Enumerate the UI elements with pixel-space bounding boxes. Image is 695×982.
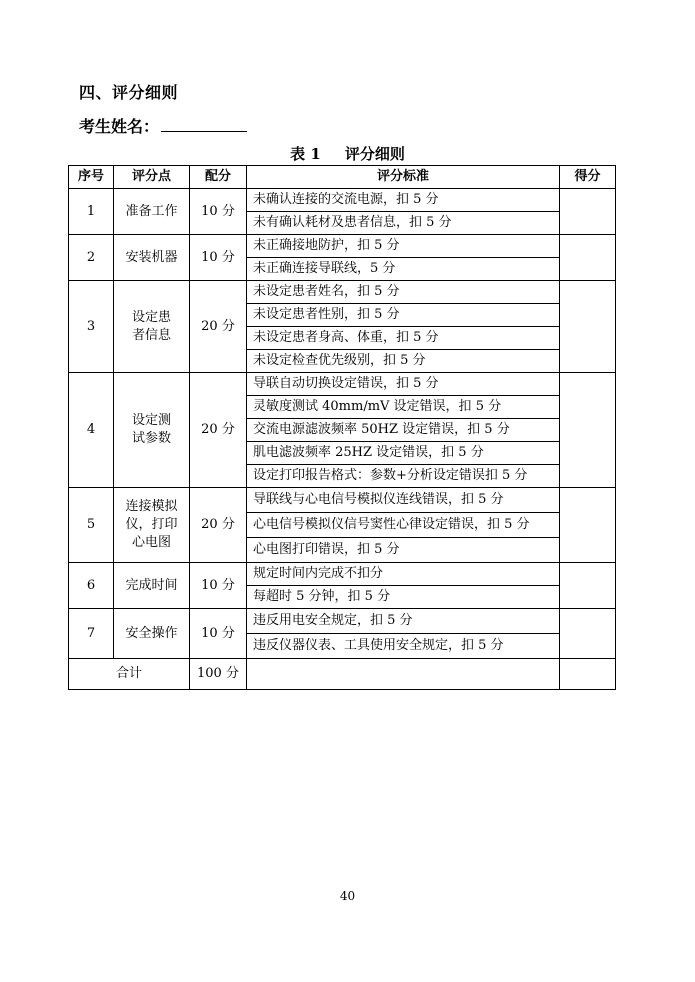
row-score: 10 分 bbox=[190, 189, 247, 235]
header-score: 配分 bbox=[190, 166, 247, 189]
criterion: 规定时间内完成不扣分 bbox=[247, 563, 560, 586]
candidate-name-blank bbox=[161, 117, 247, 132]
criterion: 未设定检查优先级别，扣 5 分 bbox=[247, 350, 560, 373]
header-point: 评分点 bbox=[114, 166, 190, 189]
row-no: 3 bbox=[69, 281, 114, 373]
total-criteria-cell bbox=[247, 659, 560, 690]
row-score: 20 分 bbox=[190, 281, 247, 373]
criterion: 违反用电安全规定，扣 5 分 bbox=[247, 609, 560, 634]
row-point: 设定患者信息 bbox=[114, 281, 190, 373]
score-cell[interactable] bbox=[560, 189, 616, 235]
criterion: 未正确连接导联线，5 分 bbox=[247, 258, 560, 281]
total-label: 合计 bbox=[69, 659, 190, 690]
score-cell[interactable] bbox=[560, 281, 616, 373]
row-score: 10 分 bbox=[190, 609, 247, 659]
criterion: 未设定患者姓名，扣 5 分 bbox=[247, 281, 560, 304]
row-no: 6 bbox=[69, 563, 114, 609]
row-score: 10 分 bbox=[190, 235, 247, 281]
criterion: 心电信号模拟仪信号窦性心律设定错误，扣 5 分 bbox=[247, 513, 560, 538]
row-no: 1 bbox=[69, 189, 114, 235]
table-caption bbox=[0, 143, 695, 164]
table-row bbox=[69, 488, 616, 513]
score-cell[interactable] bbox=[560, 563, 616, 609]
row-no: 7 bbox=[69, 609, 114, 659]
criterion: 未有确认耗材及患者信息，扣 5 分 bbox=[247, 212, 560, 235]
candidate-name-line bbox=[79, 114, 247, 137]
criterion: 心电图打印错误，扣 5 分 bbox=[247, 538, 560, 563]
table-row bbox=[69, 563, 616, 586]
header-got: 得分 bbox=[560, 166, 616, 189]
row-no: 4 bbox=[69, 373, 114, 488]
total-score: 100 分 bbox=[190, 659, 247, 690]
criterion: 肌电滤波频率 25HZ 设定错误，扣 5 分 bbox=[247, 442, 560, 465]
row-no: 5 bbox=[69, 488, 114, 563]
row-point: 安装机器 bbox=[114, 235, 190, 281]
criterion: 灵敏度测试 40mm/mV 设定错误，扣 5 分 bbox=[247, 396, 560, 419]
table-row bbox=[69, 235, 616, 258]
header-criteria: 评分标准 bbox=[247, 166, 560, 189]
row-point: 准备工作 bbox=[114, 189, 190, 235]
score-cell[interactable] bbox=[560, 609, 616, 659]
total-row bbox=[69, 659, 616, 690]
row-point: 安全操作 bbox=[114, 609, 190, 659]
table-caption-title: 评分细则 bbox=[344, 145, 405, 163]
score-cell[interactable] bbox=[560, 235, 616, 281]
criterion: 未设定患者性别，扣 5 分 bbox=[247, 304, 560, 327]
score-cell[interactable] bbox=[560, 488, 616, 563]
table-row bbox=[69, 373, 616, 396]
criterion: 交流电源滤波频率 50HZ 设定错误，扣 5 分 bbox=[247, 419, 560, 442]
table-row bbox=[69, 281, 616, 304]
row-point: 完成时间 bbox=[114, 563, 190, 609]
total-got-cell[interactable] bbox=[560, 659, 616, 690]
page-number: 40 bbox=[339, 889, 356, 903]
criterion: 导联自动切换设定错误，扣 5 分 bbox=[247, 373, 560, 396]
criterion: 违反仪器仪表、工具使用安全规定，扣 5 分 bbox=[247, 634, 560, 659]
row-point: 连接模拟仪，打印心电图 bbox=[114, 488, 190, 563]
criterion: 未确认连接的交流电源，扣 5 分 bbox=[247, 189, 560, 212]
criterion: 未设定患者身高、体重，扣 5 分 bbox=[247, 327, 560, 350]
score-cell[interactable] bbox=[560, 373, 616, 488]
row-score: 20 分 bbox=[190, 488, 247, 563]
criterion: 设定打印报告格式：参数+分析设定错误扣 5 分 bbox=[247, 465, 560, 488]
row-no: 2 bbox=[69, 235, 114, 281]
candidate-name-label: 考生姓名： bbox=[79, 117, 160, 136]
table-caption-prefix: 表 1 bbox=[290, 145, 321, 163]
criterion: 导联线与心电信号模拟仪连线错误，扣 5 分 bbox=[247, 488, 560, 513]
table-row bbox=[69, 189, 616, 212]
row-score: 20 分 bbox=[190, 373, 247, 488]
criterion: 每超时 5 分钟，扣 5 分 bbox=[247, 586, 560, 609]
row-score: 10 分 bbox=[190, 563, 247, 609]
table-row bbox=[69, 609, 616, 634]
scoring-table bbox=[68, 165, 616, 690]
row-point: 设定测试参数 bbox=[114, 373, 190, 488]
section-heading: 四、评分细则 bbox=[79, 83, 179, 102]
header-no: 序号 bbox=[69, 166, 114, 189]
criterion: 未正确接地防护，扣 5 分 bbox=[247, 235, 560, 258]
